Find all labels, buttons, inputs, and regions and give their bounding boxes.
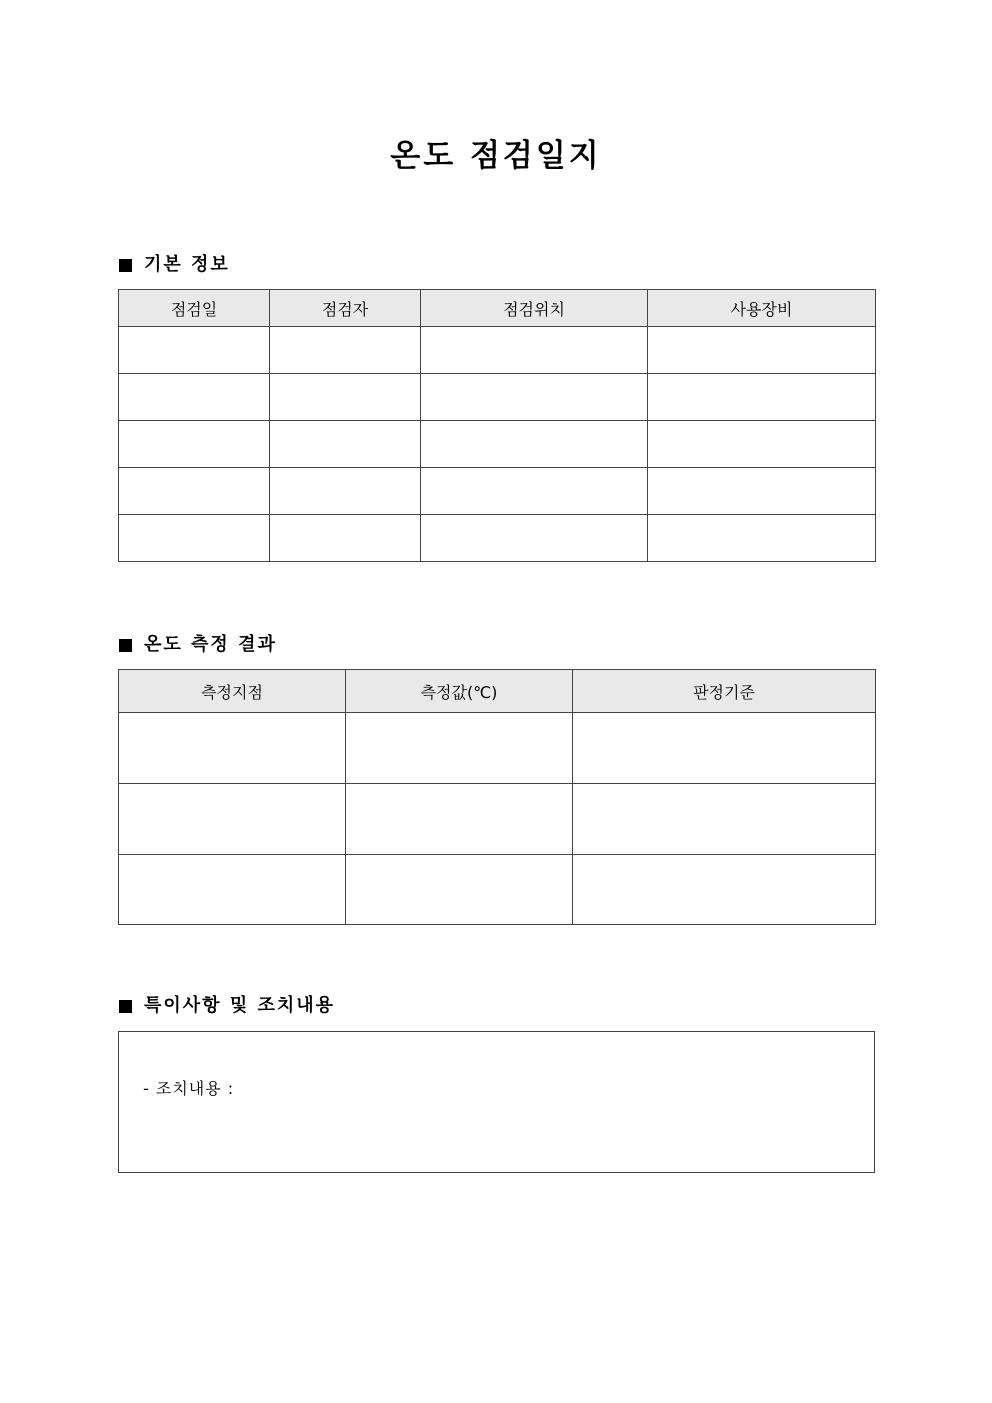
table-cell[interactable] [119, 468, 270, 515]
table-row [119, 515, 876, 562]
section-heading-label: 온도 측정 결과 [144, 634, 277, 655]
table-cell[interactable] [421, 374, 648, 421]
table-cell[interactable] [346, 855, 573, 925]
table-row [119, 468, 876, 515]
column-header-location: 점검위치 [421, 290, 648, 327]
column-header-criteria: 판정기준 [573, 670, 876, 713]
table-cell[interactable] [119, 327, 270, 374]
column-header-inspector: 점검자 [270, 290, 421, 327]
measurement-table [118, 669, 876, 925]
table-cell[interactable] [421, 468, 648, 515]
table-row [119, 784, 876, 855]
section-heading-basic-info [119, 253, 230, 277]
table-cell[interactable] [573, 855, 876, 925]
notes-box[interactable] [118, 1031, 875, 1173]
page-title: 온도 점검일지 [390, 138, 602, 174]
table-row [119, 713, 876, 784]
square-bullet-icon [119, 259, 132, 272]
table-row [119, 421, 876, 468]
table-cell[interactable] [573, 784, 876, 855]
table-cell[interactable] [346, 784, 573, 855]
table-cell[interactable] [346, 713, 573, 784]
section-heading-label: 특이사항 및 조치내용 [144, 995, 336, 1016]
table-cell[interactable] [119, 855, 346, 925]
table-cell[interactable] [648, 421, 876, 468]
table-cell[interactable] [270, 327, 421, 374]
table-cell[interactable] [119, 421, 270, 468]
table-header-row [119, 290, 876, 327]
column-header-measured-value: 측정값(℃) [346, 670, 573, 713]
table-cell[interactable] [648, 468, 876, 515]
table-cell[interactable] [648, 327, 876, 374]
table-row [119, 374, 876, 421]
table-cell[interactable] [648, 374, 876, 421]
table-cell[interactable] [421, 515, 648, 562]
table-cell[interactable] [648, 515, 876, 562]
section-heading-notes [119, 994, 335, 1018]
column-header-measurement-point: 측정지점 [119, 670, 346, 713]
square-bullet-icon [119, 639, 132, 652]
square-bullet-icon [119, 1000, 132, 1013]
table-cell[interactable] [270, 468, 421, 515]
table-cell[interactable] [421, 421, 648, 468]
column-header-equipment: 사용장비 [648, 290, 876, 327]
table-cell[interactable] [573, 713, 876, 784]
action-label: - 조치내용 : [143, 1079, 235, 1098]
section-heading-label: 기본 정보 [144, 254, 230, 275]
table-cell[interactable] [421, 327, 648, 374]
table-cell[interactable] [119, 374, 270, 421]
table-cell[interactable] [270, 421, 421, 468]
table-cell[interactable] [119, 515, 270, 562]
basic-info-table [118, 289, 876, 562]
table-cell[interactable] [119, 784, 346, 855]
table-cell[interactable] [119, 713, 346, 784]
table-row [119, 327, 876, 374]
table-cell[interactable] [270, 515, 421, 562]
table-header-row [119, 670, 876, 713]
table-row [119, 855, 876, 925]
table-cell[interactable] [270, 374, 421, 421]
column-header-inspection-date: 점검일 [119, 290, 270, 327]
section-heading-measurement [119, 633, 277, 657]
